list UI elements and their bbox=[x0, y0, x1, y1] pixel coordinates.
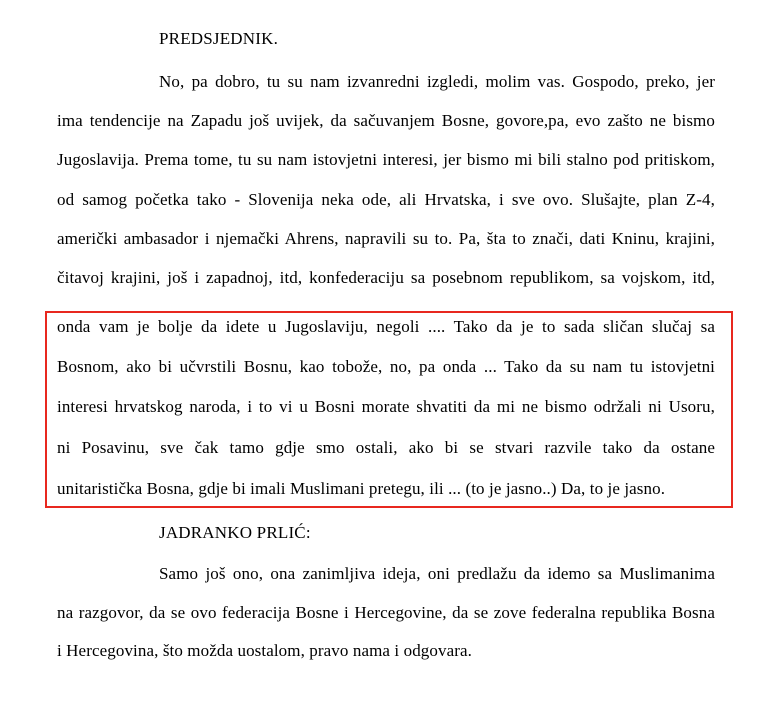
paragraph-1-line-6: čitavoj krajini, još i zapadnoj, itd, konfederaciju sa posebnom republikom, sa vojskom, itd, bbox=[57, 268, 715, 287]
paragraph-1-line-1: No, pa dobro, tu su nam izvanredni izgledi, molim vas. Gospodo, preko, jer bbox=[159, 72, 715, 91]
paragraph-1-line-9: interesi hrvatskog naroda, i to vi u Bosni morate shvatiti da mi ne bismo održali ni Usoru, bbox=[57, 397, 715, 416]
paragraph-1-line-7: onda vam je bolje da idete u Jugoslaviju, negoli .... Tako da je to sada sličan slučaj sa bbox=[57, 317, 715, 336]
paragraph-1-line-4: od samog početka tako - Slovenija neka ode, ali Hrvatska, i sve ovo. Slušajte, plan Z-4, bbox=[57, 190, 715, 209]
paragraph-1-line-5: američki ambasador i njemački Ahrens, napravili su to. Pa, šta to znači, dati Kninu, krajini, bbox=[57, 229, 715, 248]
paragraph-1-line-3: Jugoslavija. Prema tome, tu su nam istovjetni interesi, jer bismo mi bili stalno pod pritiskom, bbox=[57, 150, 715, 169]
paragraph-2-line-3: i Hercegovina, što možda uostalom, pravo nama i odgovara. bbox=[57, 641, 472, 660]
paragraph-1-line-10: ni Posavinu, sve čak tamo gdje smo ostali, ako bi se stvari razvile tako da ostane bbox=[57, 438, 715, 457]
paragraph-1-line-2: ima tendencije na Zapadu još uvijek, da sačuvanjem Bosne, govore,pa, evo zašto ne bismo bbox=[57, 111, 715, 130]
paragraph-1-line-8: Bosnom, ako bi učvrstili Bosnu, kao tobože, no, pa onda ... Tako da su nam tu istovjetni bbox=[57, 357, 715, 376]
paragraph-1-line-11: unitaristička Bosna, gdje bi imali Muslimani pretegu, ili ... (to je jasno..) Da, to je jasno. bbox=[57, 479, 666, 498]
highlight-box bbox=[45, 311, 733, 508]
speaker-heading-predsjednik: PREDSJEDNIK. bbox=[159, 29, 279, 48]
paragraph-2-line-2: na razgovor, da se ovo federacija Bosne i Hercegovine, da se zove federalna republika Bosna bbox=[57, 603, 715, 622]
speaker-heading-jadranko-prlic: JADRANKO PRLIĆ: bbox=[159, 523, 311, 542]
paragraph-2-line-1: Samo još ono, ona zanimljiva ideja, oni predlažu da idemo sa Muslimanima bbox=[159, 564, 715, 583]
